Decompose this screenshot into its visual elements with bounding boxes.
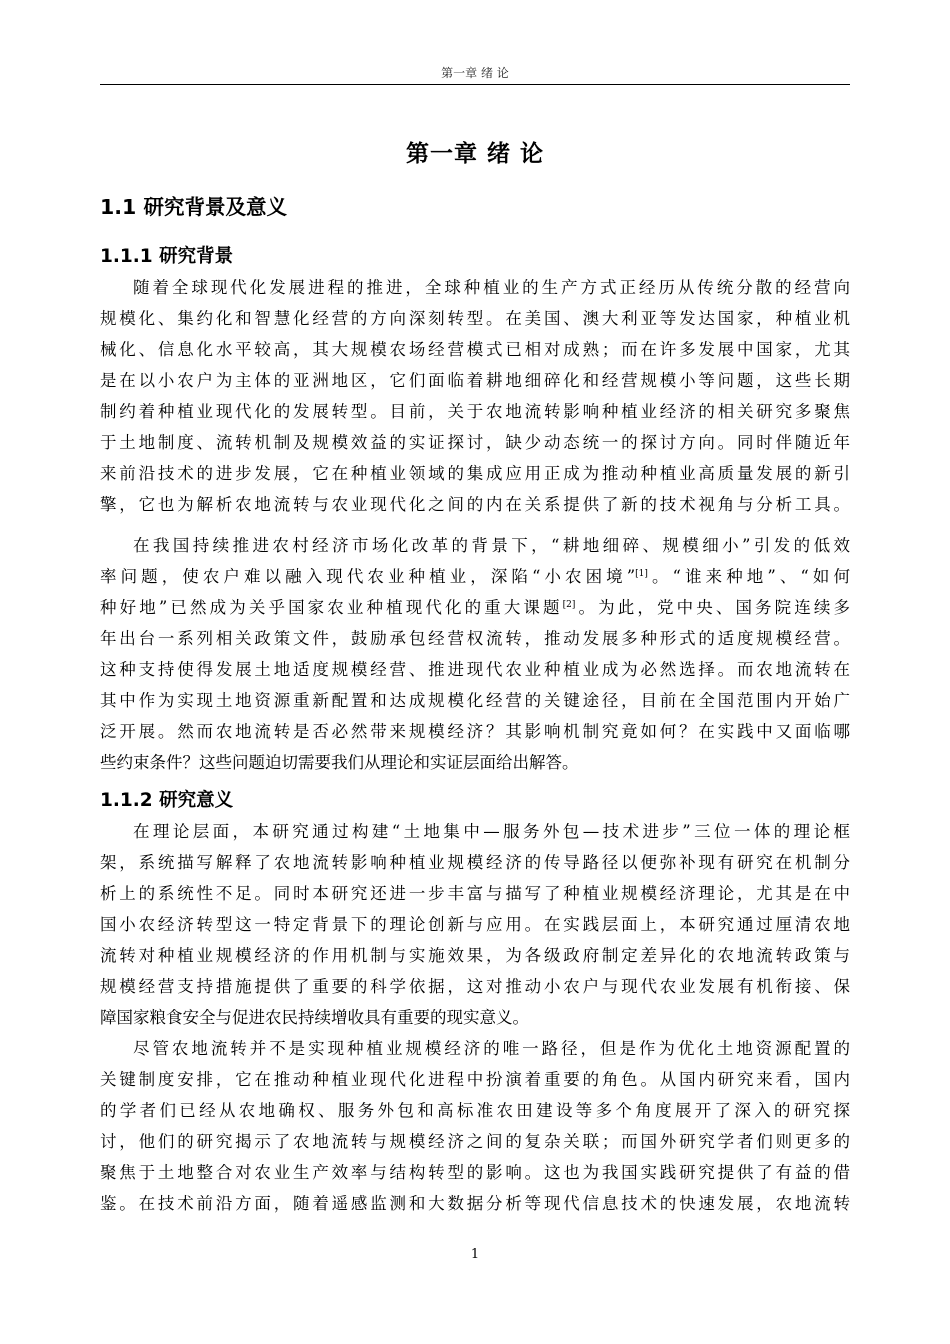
text-line: 国小农经济转型这一特定背景下的理论创新与应用。在实践层面上，本研究通过厘清农地 [100, 915, 850, 934]
running-header: 第一章 绪 论 [441, 66, 509, 80]
text-segment: 。为此，党中央、国务院连续多 [575, 598, 850, 617]
text-line: 其中作为实现土地资源重新配置和达成规模化经营的关键途径，目前在全国范围内开始广 [100, 691, 850, 710]
text-line: 这种支持使得发展土地适度规模经营、推进现代农业种植业成为必然选择。而农地流转在 [100, 660, 850, 679]
text-line: 于土地制度、流转机制及规模效益的实证探讨，缺少动态统一的探讨方向。同时伴随近年 [100, 433, 850, 452]
text-line: 械化、信息化水平较高，其大规模农场经营模式已相对成熟；而在许多发展中国家，尤其 [100, 340, 850, 359]
text-line: 随着全球现代化发展进程的推进，全球种植业的生产方式正经历从传统分散的经营向 [133, 278, 850, 297]
citation-ref-2: [2] [562, 600, 576, 610]
text-line: 流转对种植业规模经济的作用机制与实施效果，为各级政府制定差异化的农地流转政策与 [100, 946, 850, 965]
text-line: 制约着种植业现代化的发展转型。目前，关于农地流转影响种植业经济的相关研究多聚焦 [100, 402, 850, 421]
text-line: 关键制度安排，它在推动种植业现代化进程中扮演着重要的角色。从国内研究来看，国内 [100, 1070, 850, 1089]
paragraph-background-1 [100, 272, 850, 520]
citation-ref-1: [1] [635, 569, 648, 579]
text-line: 鉴。在技术前沿方面，随着遥感监测和大数据分析等现代信息技术的快速发展，农地流转 [100, 1194, 850, 1213]
text-line: 些约束条件？这些问题迫切需要我们从理论和实证层面给出解答。 [100, 753, 579, 772]
section-heading-1-1-1: 1.1.1 研究背景 [100, 246, 234, 267]
text-segment: 种好地”已然成为关乎国家农业种植现代化的重大课题 [100, 598, 563, 617]
text-segment: 率问题，使农户难以融入现代农业种植业，深陷“小农困境” [100, 567, 636, 586]
text-line: 规模经营支持措施提供了重要的科学依据，这对推动小农户与现代农业发展有机衔接、保 [100, 977, 850, 996]
text-line: 的学者们已经从农地确权、服务外包和高标准农田建设等多个角度展开了深入的研究探 [100, 1101, 850, 1120]
text-line: 泛开展。然而农地流转是否必然带来规模经济？其影响机制究竟如何？在实践中又面临哪 [100, 722, 850, 741]
text-line: 在我国持续推进农村经济市场化改革的背景下，“耕地细碎、规模细小”引发的低效 [133, 536, 850, 555]
text-line: 是在以小农户为主体的亚洲地区，它们面临着耕地细碎化和经营规模小等问题，这些长期 [100, 371, 850, 390]
text-segment: 。“谁来种地”、“如何 [647, 567, 850, 586]
text-line: 擎，它也为解析农地流转与农业现代化之间的内在关系提供了新的技术视角与分析工具。 [100, 495, 850, 514]
section-heading-1-1-2: 1.1.2 研究意义 [100, 790, 234, 811]
text-line: 架，系统描写解释了农地流转影响种植业规模经济的传导路径以便弥补现有研究在机制分 [100, 853, 850, 872]
paragraph-significance-2 [100, 1033, 850, 1219]
text-line [100, 592, 850, 623]
page-number: 1 [470, 1247, 480, 1262]
text-line [100, 561, 850, 592]
text-line: 在理论层面，本研究通过构建“土地集中—服务外包—技术进步”三位一体的理论框 [133, 822, 850, 841]
text-line: 规模化、集约化和智慧化经营的方向深刻转型。在美国、澳大利亚等发达国家，种植业机 [100, 309, 850, 328]
text-line: 讨，他们的研究揭示了农地流转与规模经济之间的复杂关联；而国外研究学者们则更多的 [100, 1132, 850, 1151]
text-line: 聚焦于土地整合对农业生产效率与结构转型的影响。这也为我国实践研究提供了有益的借 [100, 1163, 850, 1182]
section-heading-1-1: 1.1 研究背景及意义 [100, 195, 287, 219]
paragraph-background-2 [100, 530, 850, 778]
text-line: 尽管农地流转并不是实现种植业规模经济的唯一路径，但是作为优化土地资源配置的 [133, 1039, 850, 1058]
text-line: 年出台一系列相关政策文件，鼓励承包经营权流转，推动发展多种形式的适度规模经营。 [100, 629, 850, 648]
paragraph-significance-1 [100, 816, 850, 1033]
header-rule [100, 84, 850, 85]
chapter-title: 第一章 绪 论 [405, 141, 544, 167]
text-line: 析上的系统性不足。同时本研究还进一步丰富与描写了种植业规模经济理论，尤其是在中 [100, 884, 850, 903]
text-line: 障国家粮食安全与促进农民持续增收具有重要的现实意义。 [100, 1008, 529, 1027]
text-line: 来前沿技术的进步发展，它在种植业领域的集成应用正成为推动种植业高质量发展的新引 [100, 464, 850, 483]
